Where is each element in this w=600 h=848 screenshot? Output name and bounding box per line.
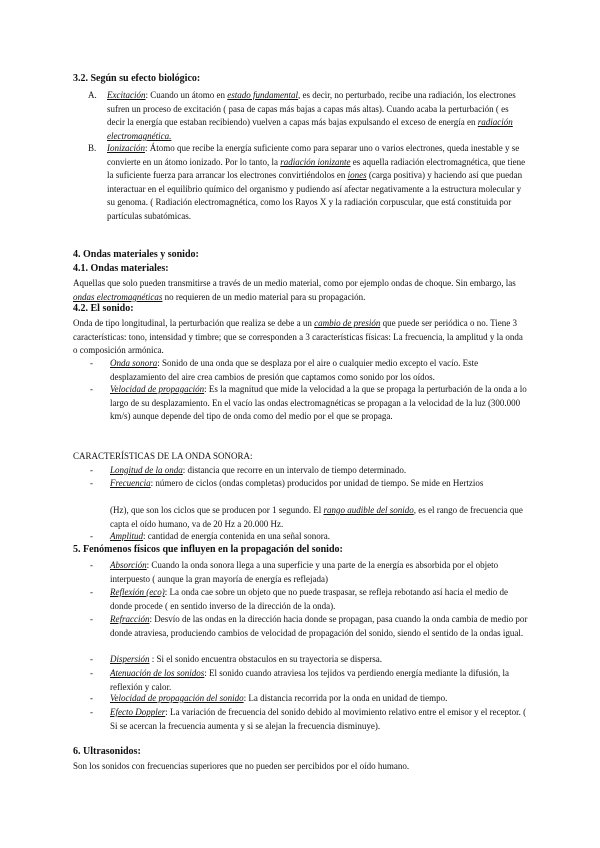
item-text: : Átomo que recibe la energía suficiente como para separar uno o varios electrones, queda inestable y se convierte en un átomo ionizado. Por lo tanto, la bbox=[107, 143, 520, 167]
term: radiación ionizante bbox=[280, 156, 351, 167]
term: Onda sonora bbox=[110, 358, 158, 368]
list-item bbox=[90, 692, 530, 706]
item-text: es aquella radiación electromagnética, que tiene la suficiente fuerza para arrancar los electrones convirtiéndolos en bbox=[107, 156, 526, 181]
item-text: : Sonido de una onda que se desplaza por el aire o cualquier medio excepto el vacío. Este desplazamiento del aire crea cambios de presión que captamos como sonido por los oídos. bbox=[110, 358, 479, 382]
list-item bbox=[90, 586, 530, 613]
term: Reflexión (eco) bbox=[110, 587, 165, 597]
term: ondas electromagnéticas bbox=[73, 291, 163, 302]
paragraph: Son los sonidos con frecuencias superiores que no pueden ser percibidos por el oído humano. bbox=[73, 761, 410, 771]
item-text: : Cuando la onda sonora llega a una superficie y una parte de la energía es absorbida por el objeto interpuesto ( aunque la gran mayoría de energía es reflejada) bbox=[110, 560, 499, 584]
section-heading: 5. Fenómenos físicos que influyen en la propagación del sonido: bbox=[73, 544, 343, 555]
list-dash: - bbox=[90, 384, 93, 394]
list-dash: - bbox=[90, 668, 93, 678]
list-item bbox=[88, 89, 527, 143]
list-item bbox=[90, 357, 530, 384]
term: Dispersión bbox=[110, 654, 150, 664]
term: Refracción bbox=[110, 614, 150, 624]
subsection-heading: 4.2. El sonido: bbox=[73, 303, 134, 314]
paragraph-text: Aquellas que solo pueden transmitirse a través de un medio material, como por ejemplo ondas de choque. Sin embargo, las bbox=[73, 278, 516, 288]
item-text: : Si el sonido encuentra obstaculos en su trayectoria se dispersa. bbox=[149, 654, 382, 664]
term: Absorción bbox=[110, 560, 147, 570]
paragraph bbox=[73, 277, 525, 304]
list-dash: - bbox=[90, 707, 93, 717]
term: Ionización bbox=[107, 143, 145, 153]
term: Frecuencia bbox=[110, 478, 151, 488]
term: cambio de presión bbox=[314, 318, 381, 328]
item-text: : Es la magnitud que mide la velocidad a la que se propaga la perturbación de la onda a lo largo de su desplazamiento. En el vacío las ondas electromagnéticas se propagan a la velocidad de la luz (300.000 km/s) aunque depende del tipo de onda como del medio por el que se propaga. bbox=[110, 384, 527, 422]
list-dash: - bbox=[90, 358, 93, 368]
list-item bbox=[90, 706, 530, 733]
list-item bbox=[88, 142, 527, 224]
list-dash: - bbox=[90, 478, 93, 488]
item-text: : Desvío de las ondas en la dirección hacia donde se propagan, pasa cuando la onda cambia de medio por donde atraviesa, produciendo cambios de velocidad de propagación del sonido, siendo el sentido de la ondas igual. bbox=[110, 614, 528, 638]
list-dash: - bbox=[90, 693, 93, 703]
term: Velocidad de propagación del sonido bbox=[110, 693, 244, 703]
item-text: : La distancia recorrida por la onda en unidad de tiempo. bbox=[243, 693, 448, 703]
item-text: : número de ciclos (ondas completas) producidos por unidad de tiempo. Se mide en Hertzios bbox=[150, 478, 484, 488]
term: Atenuación de los sonidos bbox=[110, 668, 205, 678]
paragraph-text: no requieren de un medio material para su propagación. bbox=[162, 291, 366, 302]
list-item bbox=[90, 477, 530, 491]
term: Efecto Doppler bbox=[110, 707, 166, 717]
section-heading: 3.2. Según su efecto biológico: bbox=[73, 73, 201, 84]
item-text: : La variación de frecuencia del sonido debido al movimiento relativo entre el emisor y el receptor. ( Si se acercan la frecuencia aumenta y si se alejan la frecuencia disminuye). bbox=[110, 707, 527, 731]
subsection-heading: 4.1. Ondas materiales: bbox=[73, 263, 169, 274]
paragraph-text: Onda de tipo longitudinal, la perturbación que realiza se debe a un bbox=[73, 318, 315, 328]
caps-heading: CARACTERÍSTICAS DE LA ONDA SONORA: bbox=[73, 451, 253, 461]
list-item bbox=[90, 613, 530, 640]
term: radiación electromagnética. bbox=[107, 117, 513, 141]
item-text: : Cuando un átomo en bbox=[145, 90, 228, 100]
list-dash: - bbox=[90, 587, 93, 597]
list-dash: - bbox=[90, 560, 93, 570]
term: rango audible del sonido bbox=[323, 505, 414, 515]
list-item bbox=[90, 530, 530, 544]
list-item bbox=[90, 653, 530, 667]
list-dash: - bbox=[90, 465, 93, 475]
item-text: : La onda cae sobre un objeto que no puede traspasar, se refleja rebotando así hacia el medio de donde procede ( en sentido inverso de la dirección de la onda). bbox=[110, 587, 508, 611]
item-text: : cantidad de energía contenida en una señal sonora. bbox=[143, 531, 331, 541]
item-text: : El sonido cuando atraviesa los tejidos va perdiendo energía mediante la difusión, la reflexión y calor. bbox=[110, 668, 509, 692]
list-marker: A. bbox=[88, 90, 97, 100]
list-item bbox=[90, 383, 530, 424]
section-heading: 6. Ultrasonidos: bbox=[73, 746, 141, 757]
item-text: (Hz), que son los ciclos que se producen por 1 segundo. El bbox=[110, 505, 324, 515]
term: Velocidad de propagación bbox=[110, 384, 205, 394]
term: Excitación bbox=[107, 90, 146, 100]
item-text: (carga positiva) y haciendo así que puedan interactuar en el equilibrio químico del organismo y pudiendo así afectar negativamente a la estructura molecular y su genoma. ( Radiación electromagnética, como los Rayos X y la radiación corpuscular, que está constituida por partículas subatómicas. bbox=[107, 170, 523, 221]
list-dash: - bbox=[90, 654, 93, 664]
item-text: , es el rango de frecuencia que capta el oído humano, va de 20 Hz a 20.000 Hz. bbox=[110, 505, 523, 529]
list-dash: - bbox=[90, 614, 93, 624]
term: Amplitud bbox=[110, 531, 143, 541]
list-marker: B. bbox=[88, 143, 97, 153]
item-text: : distancia que recorre en un intervalo de tiempo determinado. bbox=[182, 465, 407, 475]
list-dash: - bbox=[90, 531, 93, 541]
list-item bbox=[90, 667, 530, 694]
list-item bbox=[90, 559, 530, 586]
list-item bbox=[90, 464, 530, 478]
term: estado fundamental bbox=[227, 90, 298, 100]
section-heading: 4. Ondas materiales y sonido: bbox=[73, 249, 199, 260]
list-item bbox=[110, 504, 530, 531]
paragraph-text: que puede ser periódica o no. Tiene 3 características: tono, intensidad y timbre; que se corresponden a 3 características físicas: La frecuencia, la amplitud y la onda o composición armónica. bbox=[73, 318, 523, 356]
term: iones bbox=[347, 170, 367, 181]
term: Longitud de la onda bbox=[110, 465, 183, 475]
paragraph bbox=[73, 317, 525, 358]
item-text: , es decir, no perturbado, recibe una radiación, los electrones sufren un proceso de excitación ( pasa de capas más bajas a capas más altas). Cuando acaba la perturbación ( es decir la energía que estaban recibiendo) vuelven a capas más bajas expulsando el exceso de energía en bbox=[107, 90, 516, 128]
